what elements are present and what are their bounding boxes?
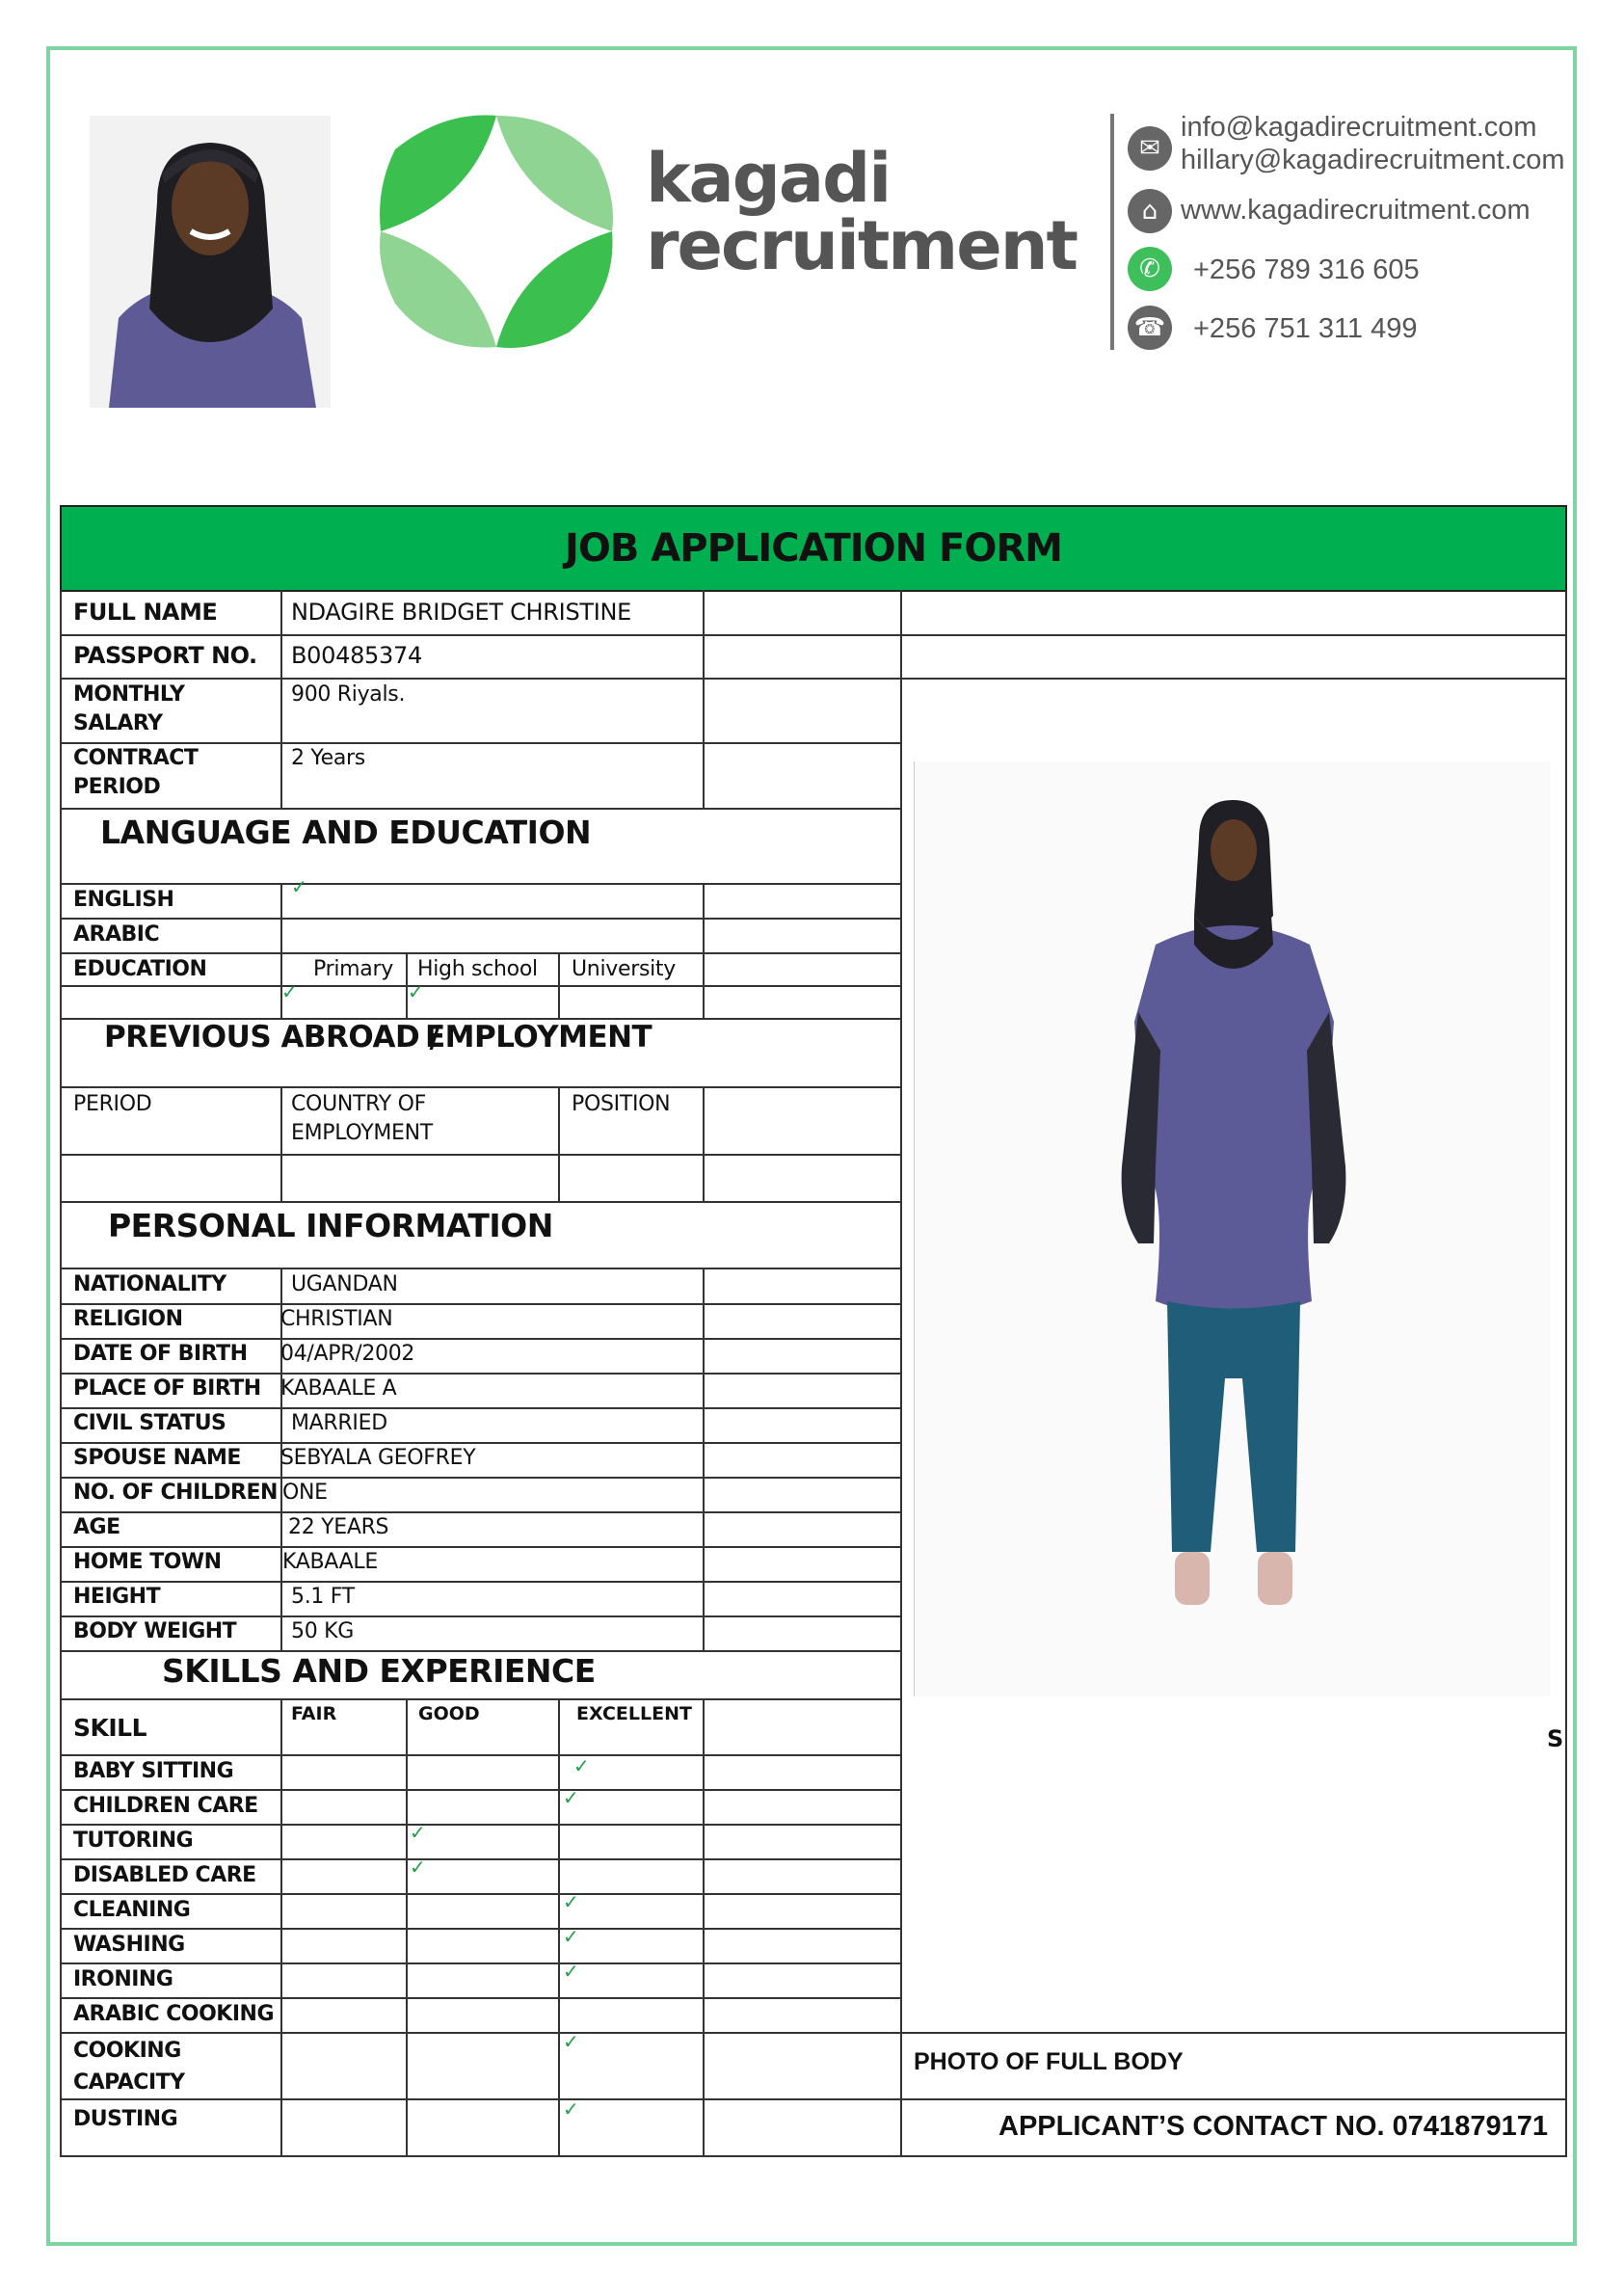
phone-number[interactable]: +256 751 311 499 bbox=[1193, 313, 1418, 344]
primary-check-icon: ✓ bbox=[281, 980, 298, 1003]
whatsapp-number[interactable]: +256 789 316 605 bbox=[1193, 254, 1420, 285]
skill-row-ironing: IRONING bbox=[73, 1967, 173, 1991]
grid-line bbox=[60, 1962, 902, 1964]
applicant-full-body-photo bbox=[914, 761, 1551, 1696]
grid-line bbox=[703, 1268, 705, 1650]
civil-status-value: MARRIED bbox=[291, 1411, 387, 1435]
grid-line bbox=[60, 1086, 902, 1088]
contract-value: 2 Years bbox=[291, 746, 365, 770]
skill-row-dusting: DUSTING bbox=[73, 2107, 178, 2131]
dob-label: DATE OF BIRTH bbox=[73, 1342, 248, 1366]
civil-status-label: CIVIL STATUS bbox=[73, 1411, 226, 1435]
grid-line bbox=[60, 2098, 1567, 2100]
full-name-label: FULL NAME bbox=[73, 599, 218, 626]
personal-information-heading: PERSONAL INFORMATION bbox=[108, 1207, 553, 1244]
ironing-check-icon: ✓ bbox=[563, 1960, 579, 1983]
grid-line bbox=[406, 1698, 408, 2155]
mail-icon: ✉ bbox=[1128, 126, 1172, 171]
grid-line bbox=[703, 590, 705, 808]
education-label: EDUCATION bbox=[73, 957, 207, 981]
grid-line bbox=[60, 918, 902, 920]
english-check-icon: ✓ bbox=[291, 875, 307, 898]
place-of-birth-label: PLACE OF BIRTH bbox=[73, 1376, 261, 1401]
age-label: AGE bbox=[73, 1515, 120, 1539]
fair-column-header: FAIR bbox=[291, 1703, 337, 1724]
grid-line bbox=[60, 1997, 902, 1999]
body-weight-label: BODY WEIGHT bbox=[73, 1619, 237, 1643]
spouse-name-label: SPOUSE NAME bbox=[73, 1446, 241, 1470]
grid-line bbox=[60, 952, 902, 954]
home-town-value: KABAALE bbox=[282, 1550, 378, 1574]
grid-line bbox=[60, 1824, 902, 1826]
skill-row-disabled-care: DISABLED CARE bbox=[73, 1863, 256, 1887]
religion-value: CHRISTIAN bbox=[280, 1307, 393, 1331]
passport-label: PASSPORT NO. bbox=[73, 642, 257, 669]
grid-line bbox=[280, 1698, 282, 2155]
dob-value: 04/APR/2002 bbox=[280, 1342, 415, 1366]
grid-line bbox=[60, 1789, 902, 1791]
grid-line bbox=[558, 1698, 560, 2155]
nationality-label: NATIONALITY bbox=[73, 1272, 226, 1296]
grid-line bbox=[60, 678, 1567, 680]
skill-row-cleaning: CLEANING bbox=[73, 1898, 191, 1922]
spouse-name-value: SEBYALA GEOFREY bbox=[280, 1446, 476, 1470]
applicant-contact-number: APPLICANT’S CONTACT NO. 0741879171 bbox=[998, 2111, 1548, 2142]
applicant-headshot-photo bbox=[90, 116, 331, 408]
grid-line bbox=[60, 1893, 902, 1895]
skill-row-children-care: CHILDREN CARE bbox=[73, 1794, 258, 1818]
grid-line bbox=[558, 1086, 560, 1201]
good-column-header: GOOD bbox=[418, 1703, 480, 1724]
stray-letter: S bbox=[1547, 1725, 1563, 1752]
contract-label: CONTRACT PERIOD bbox=[73, 746, 199, 799]
education-level-primary: Primary bbox=[313, 957, 393, 981]
phone-icon: ☎ bbox=[1128, 306, 1172, 350]
grid-line bbox=[60, 634, 1567, 636]
height-value: 5.1 FT bbox=[291, 1585, 355, 1609]
grid-line bbox=[703, 1698, 705, 2155]
grid-line bbox=[703, 1086, 705, 1201]
form-title: JOB APPLICATION FORM bbox=[565, 526, 1062, 571]
skill-column-header: SKILL bbox=[73, 1714, 147, 1742]
form-title-bar bbox=[60, 505, 1567, 592]
washing-check-icon: ✓ bbox=[563, 1925, 579, 1948]
english-label: ENGLISH bbox=[73, 888, 174, 912]
kagadi-logo-icon bbox=[376, 111, 617, 352]
language-education-heading: LANGUAGE AND EDUCATION bbox=[100, 814, 592, 851]
grid-line bbox=[60, 1154, 902, 1156]
children-value: ONE bbox=[282, 1481, 328, 1505]
grid-line bbox=[60, 808, 902, 810]
skill-row-cooking-capacity: COOKING CAPACITY bbox=[73, 2039, 185, 2095]
home-town-label: HOME TOWN bbox=[73, 1550, 222, 1574]
grid-line bbox=[60, 985, 902, 987]
grid-line bbox=[1565, 590, 1567, 2157]
dusting-check-icon: ✓ bbox=[563, 2097, 579, 2121]
brand-line-1: kagadi bbox=[646, 139, 891, 218]
photo-full-body-label: PHOTO OF FULL BODY bbox=[914, 2048, 1184, 2075]
website-link[interactable]: www.kagadirecruitment.com bbox=[1181, 195, 1531, 226]
skill-row-tutoring: TUTORING bbox=[73, 1829, 194, 1853]
salary-value: 900 Riyals. bbox=[291, 682, 406, 707]
tutoring-check-icon: ✓ bbox=[410, 1821, 426, 1844]
cleaning-check-icon: ✓ bbox=[563, 1890, 579, 1913]
grid-line bbox=[60, 1928, 902, 1930]
excellent-column-header: EXCELLENT bbox=[576, 1703, 692, 1724]
education-level-university: University bbox=[572, 957, 676, 981]
header-divider bbox=[1110, 114, 1114, 350]
grid-line bbox=[60, 1268, 902, 1269]
email-link-info[interactable]: info@kagadirecruitment.com bbox=[1181, 112, 1537, 143]
skills-heading: SKILLS AND EXPERIENCE bbox=[162, 1652, 596, 1690]
place-of-birth-value: KABAALE A bbox=[280, 1376, 397, 1401]
nationality-value: UGANDAN bbox=[291, 1272, 398, 1296]
country-column-header: COUNTRY OF EMPLOYMENT bbox=[291, 1092, 433, 1145]
baby-sitting-check-icon: ✓ bbox=[573, 1754, 590, 1777]
cooking-capacity-check-icon: ✓ bbox=[563, 2030, 579, 2053]
previous-abroad-heading: PREVIOUS ABROAD / bbox=[104, 1020, 440, 1055]
skill-row-baby-sitting: BABY SITTING bbox=[73, 1759, 234, 1783]
body-weight-value: 50 KG bbox=[291, 1619, 354, 1643]
brand-wordmark bbox=[646, 139, 1078, 285]
religion-label: RELIGION bbox=[73, 1307, 183, 1331]
employment-heading: EMPLOYMENT bbox=[425, 1020, 652, 1055]
passport-value: B00485374 bbox=[291, 642, 422, 669]
home-icon: ⌂ bbox=[1128, 189, 1172, 233]
arabic-label: ARABIC bbox=[73, 922, 160, 947]
skill-row-washing: WASHING bbox=[73, 1933, 185, 1957]
email-link-hillary[interactable]: hillary@kagadirecruitment.com bbox=[1181, 145, 1565, 175]
grid-line bbox=[60, 1303, 902, 1305]
grid-line bbox=[60, 1698, 902, 1700]
full-name-value: NDAGIRE BRIDGET CHRISTINE bbox=[291, 599, 632, 626]
grid-line bbox=[558, 952, 560, 1018]
grid-line bbox=[60, 883, 902, 885]
whatsapp-icon: ✆ bbox=[1128, 247, 1172, 291]
brand-line-2: recruitment bbox=[646, 206, 1078, 285]
education-level-highschool: High school bbox=[417, 957, 538, 981]
salary-label: MONTHLY SALARY bbox=[73, 682, 185, 735]
grid-line bbox=[280, 590, 282, 808]
grid-line bbox=[280, 1086, 282, 1201]
height-label: HEIGHT bbox=[73, 1585, 161, 1609]
skill-row-arabic-cooking: ARABIC COOKING bbox=[73, 2002, 275, 2026]
grid-line bbox=[60, 2032, 1567, 2034]
children-label: NO. OF CHILDREN bbox=[73, 1481, 278, 1505]
highschool-check-icon: ✓ bbox=[408, 980, 424, 1003]
age-value: 22 YEARS bbox=[288, 1515, 389, 1539]
disabled-care-check-icon: ✓ bbox=[410, 1855, 426, 1879]
grid-line bbox=[60, 1511, 902, 1513]
grid-line bbox=[60, 1581, 902, 1583]
period-column-header: PERIOD bbox=[73, 1092, 152, 1116]
position-column-header: POSITION bbox=[572, 1092, 671, 1116]
grid-line bbox=[60, 1754, 902, 1756]
children-care-check-icon: ✓ bbox=[563, 1786, 579, 1809]
grid-line bbox=[60, 2155, 1567, 2157]
grid-line bbox=[60, 1858, 902, 1860]
grid-line bbox=[703, 883, 705, 1018]
grid-line bbox=[60, 1201, 902, 1203]
